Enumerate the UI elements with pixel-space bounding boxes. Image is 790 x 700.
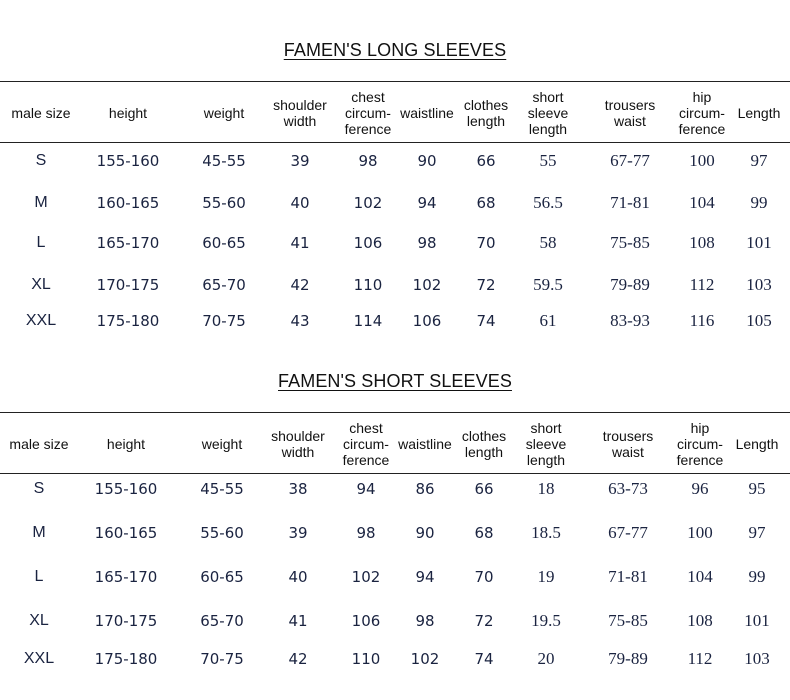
column-header-length: Length — [735, 436, 779, 452]
table-cell-weight: 65-70 — [200, 612, 244, 630]
table-cell-length: 99 — [750, 193, 768, 212]
table-cell-clothes-length: 74 — [476, 312, 496, 330]
table-cell-clothes-length: 72 — [476, 276, 496, 294]
table-cell-hip-circumference: 100 — [689, 151, 715, 170]
table-cell-chest-circumference: 98 — [356, 524, 376, 542]
table-cell-height: 165-170 — [94, 568, 158, 586]
table-cell-short-sleeve-length: 18.5 — [531, 523, 561, 542]
table-cell-male-size: XL — [29, 612, 49, 629]
table-cell-male-size: S — [33, 480, 45, 497]
table-cell-chest-circumference: 110 — [353, 276, 383, 294]
table-cell-male-size: S — [35, 152, 47, 169]
table-cell-length: 99 — [748, 567, 766, 586]
table-cell-short-sleeve-length: 59.5 — [533, 275, 563, 294]
column-header-trousers-waist: trousers waist — [602, 428, 654, 460]
table-cell-waistline: 102 — [410, 650, 440, 668]
table-cell-trousers-waist: 67-77 — [608, 523, 648, 542]
table-cell-hip-circumference: 112 — [689, 275, 715, 294]
column-header-hip-circumference: hip circum- ference — [678, 89, 726, 137]
table-cell-shoulder-width: 40 — [288, 568, 308, 586]
table-cell-hip-circumference: 116 — [689, 311, 715, 330]
table-cell-hip-circumference: 104 — [689, 193, 715, 212]
table-cell-trousers-waist: 79-89 — [610, 275, 650, 294]
table-cell-weight: 55-60 — [200, 524, 244, 542]
table-cell-short-sleeve-length: 18 — [537, 479, 555, 498]
column-header-male-size: male size — [11, 105, 71, 121]
table-cell-height: 160-165 — [94, 524, 158, 542]
column-header-male-size: male size — [9, 436, 69, 452]
table-cell-clothes-length: 72 — [474, 612, 494, 630]
table-cell-height: 175-180 — [94, 650, 158, 668]
column-header-weight: weight — [203, 105, 245, 121]
table-cell-trousers-waist: 75-85 — [608, 611, 648, 630]
table-cell-male-size: M — [32, 524, 46, 541]
table-cell-trousers-waist: 71-81 — [610, 193, 650, 212]
column-header-clothes-length: clothes length — [463, 97, 509, 129]
table-cell-chest-circumference: 110 — [351, 650, 381, 668]
table-cell-male-size: M — [34, 194, 48, 211]
table-cell-trousers-waist: 75-85 — [610, 233, 650, 252]
table-cell-shoulder-width: 39 — [288, 524, 308, 542]
table-cell-weight: 55-60 — [202, 194, 246, 212]
table-cell-chest-circumference: 102 — [351, 568, 381, 586]
table-cell-trousers-waist: 63-73 — [608, 479, 648, 498]
column-header-height: height — [106, 436, 146, 452]
table-cell-length: 103 — [746, 275, 772, 294]
table-cell-waistline: 90 — [415, 524, 435, 542]
column-header-weight: weight — [201, 436, 243, 452]
table-cell-shoulder-width: 40 — [290, 194, 310, 212]
table-cell-short-sleeve-length: 20 — [537, 649, 555, 668]
table-cell-weight: 60-65 — [200, 568, 244, 586]
table-cell-height: 155-160 — [96, 152, 160, 170]
table-cell-shoulder-width: 39 — [290, 152, 310, 170]
table-cell-clothes-length: 68 — [474, 524, 494, 542]
table-cell-hip-circumference: 104 — [687, 567, 713, 586]
column-header-waistline: waistline — [400, 105, 454, 121]
table-cell-hip-circumference: 108 — [689, 233, 715, 252]
table-cell-weight: 60-65 — [202, 234, 246, 252]
table-cell-length: 95 — [748, 479, 766, 498]
table-cell-height: 170-175 — [96, 276, 160, 294]
table-cell-male-size: L — [36, 234, 46, 251]
table-cell-weight: 70-75 — [200, 650, 244, 668]
column-header-short-sleeve-length: short sleeve length — [525, 420, 567, 468]
table-cell-clothes-length: 74 — [474, 650, 494, 668]
table-cell-short-sleeve-length: 56.5 — [533, 193, 563, 212]
table-cell-short-sleeve-length: 61 — [539, 311, 557, 330]
table-cell-short-sleeve-length: 19.5 — [531, 611, 561, 630]
table-cell-weight: 45-55 — [200, 480, 244, 498]
short-sleeves-top-rule — [0, 412, 790, 413]
table-cell-hip-circumference: 112 — [687, 649, 713, 668]
long-sleeves-header-rule — [0, 142, 790, 143]
table-cell-trousers-waist: 83-93 — [610, 311, 650, 330]
table-cell-height: 160-165 — [96, 194, 160, 212]
table-cell-height: 165-170 — [96, 234, 160, 252]
column-header-hip-circumference: hip circum- ference — [676, 420, 724, 468]
column-header-chest-circumference: chest circum- ference — [344, 89, 392, 137]
column-header-clothes-length: clothes length — [461, 428, 507, 460]
column-header-shoulder-width: shoulder width — [271, 428, 325, 460]
table-cell-trousers-waist: 67-77 — [610, 151, 650, 170]
table-cell-chest-circumference: 106 — [351, 612, 381, 630]
table-cell-shoulder-width: 42 — [288, 650, 308, 668]
table-cell-trousers-waist: 71-81 — [608, 567, 648, 586]
table-cell-waistline: 106 — [412, 312, 442, 330]
table-cell-length: 97 — [748, 523, 766, 542]
table-cell-shoulder-width: 38 — [288, 480, 308, 498]
table-cell-waistline: 94 — [415, 568, 435, 586]
table-cell-length: 105 — [746, 311, 772, 330]
table-cell-length: 97 — [750, 151, 768, 170]
table-cell-waistline: 102 — [412, 276, 442, 294]
table-cell-hip-circumference: 96 — [691, 479, 709, 498]
table-cell-shoulder-width: 42 — [290, 276, 310, 294]
table-cell-clothes-length: 66 — [476, 152, 496, 170]
table-cell-chest-circumference: 114 — [353, 312, 383, 330]
table-cell-height: 170-175 — [94, 612, 158, 630]
table-cell-clothes-length: 68 — [476, 194, 496, 212]
column-header-trousers-waist: trousers waist — [604, 97, 656, 129]
table-cell-weight: 70-75 — [202, 312, 246, 330]
column-header-waistline: waistline — [398, 436, 452, 452]
table-cell-waistline: 90 — [417, 152, 437, 170]
table-cell-male-size: XXL — [23, 650, 55, 667]
table-cell-weight: 65-70 — [202, 276, 246, 294]
column-header-length: Length — [737, 105, 781, 121]
table-cell-clothes-length: 70 — [474, 568, 494, 586]
table-cell-male-size: XL — [31, 276, 51, 293]
table-cell-chest-circumference: 106 — [353, 234, 383, 252]
table-cell-weight: 45-55 — [202, 152, 246, 170]
table-cell-shoulder-width: 41 — [290, 234, 310, 252]
table-cell-male-size: L — [34, 568, 44, 585]
table-cell-hip-circumference: 100 — [687, 523, 713, 542]
table-cell-waistline: 98 — [417, 234, 437, 252]
column-header-shoulder-width: shoulder width — [273, 97, 327, 129]
short-sleeves-title: FAMEN'S SHORT SLEEVES — [278, 371, 512, 391]
table-cell-male-size: XXL — [25, 312, 57, 329]
table-cell-short-sleeve-length: 19 — [537, 567, 555, 586]
table-cell-hip-circumference: 108 — [687, 611, 713, 630]
column-header-height: height — [108, 105, 148, 121]
table-cell-waistline: 98 — [415, 612, 435, 630]
table-cell-shoulder-width: 41 — [288, 612, 308, 630]
short-sleeves-header-rule — [0, 473, 790, 474]
table-cell-waistline: 86 — [415, 480, 435, 498]
column-header-short-sleeve-length: short sleeve length — [527, 89, 569, 137]
table-cell-height: 155-160 — [94, 480, 158, 498]
table-cell-shoulder-width: 43 — [290, 312, 310, 330]
table-cell-trousers-waist: 79-89 — [608, 649, 648, 668]
table-cell-length: 101 — [744, 611, 770, 630]
table-cell-length: 101 — [746, 233, 772, 252]
table-cell-chest-circumference: 102 — [353, 194, 383, 212]
table-cell-height: 175-180 — [96, 312, 160, 330]
long-sleeves-title: FAMEN'S LONG SLEEVES — [283, 40, 507, 60]
table-cell-clothes-length: 66 — [474, 480, 494, 498]
table-cell-length: 103 — [744, 649, 770, 668]
table-cell-short-sleeve-length: 58 — [539, 233, 557, 252]
table-cell-chest-circumference: 98 — [358, 152, 378, 170]
table-cell-waistline: 94 — [417, 194, 437, 212]
table-cell-clothes-length: 70 — [476, 234, 496, 252]
table-cell-chest-circumference: 94 — [356, 480, 376, 498]
table-cell-short-sleeve-length: 55 — [539, 151, 557, 170]
long-sleeves-top-rule — [0, 81, 790, 82]
column-header-chest-circumference: chest circum- ference — [342, 420, 390, 468]
